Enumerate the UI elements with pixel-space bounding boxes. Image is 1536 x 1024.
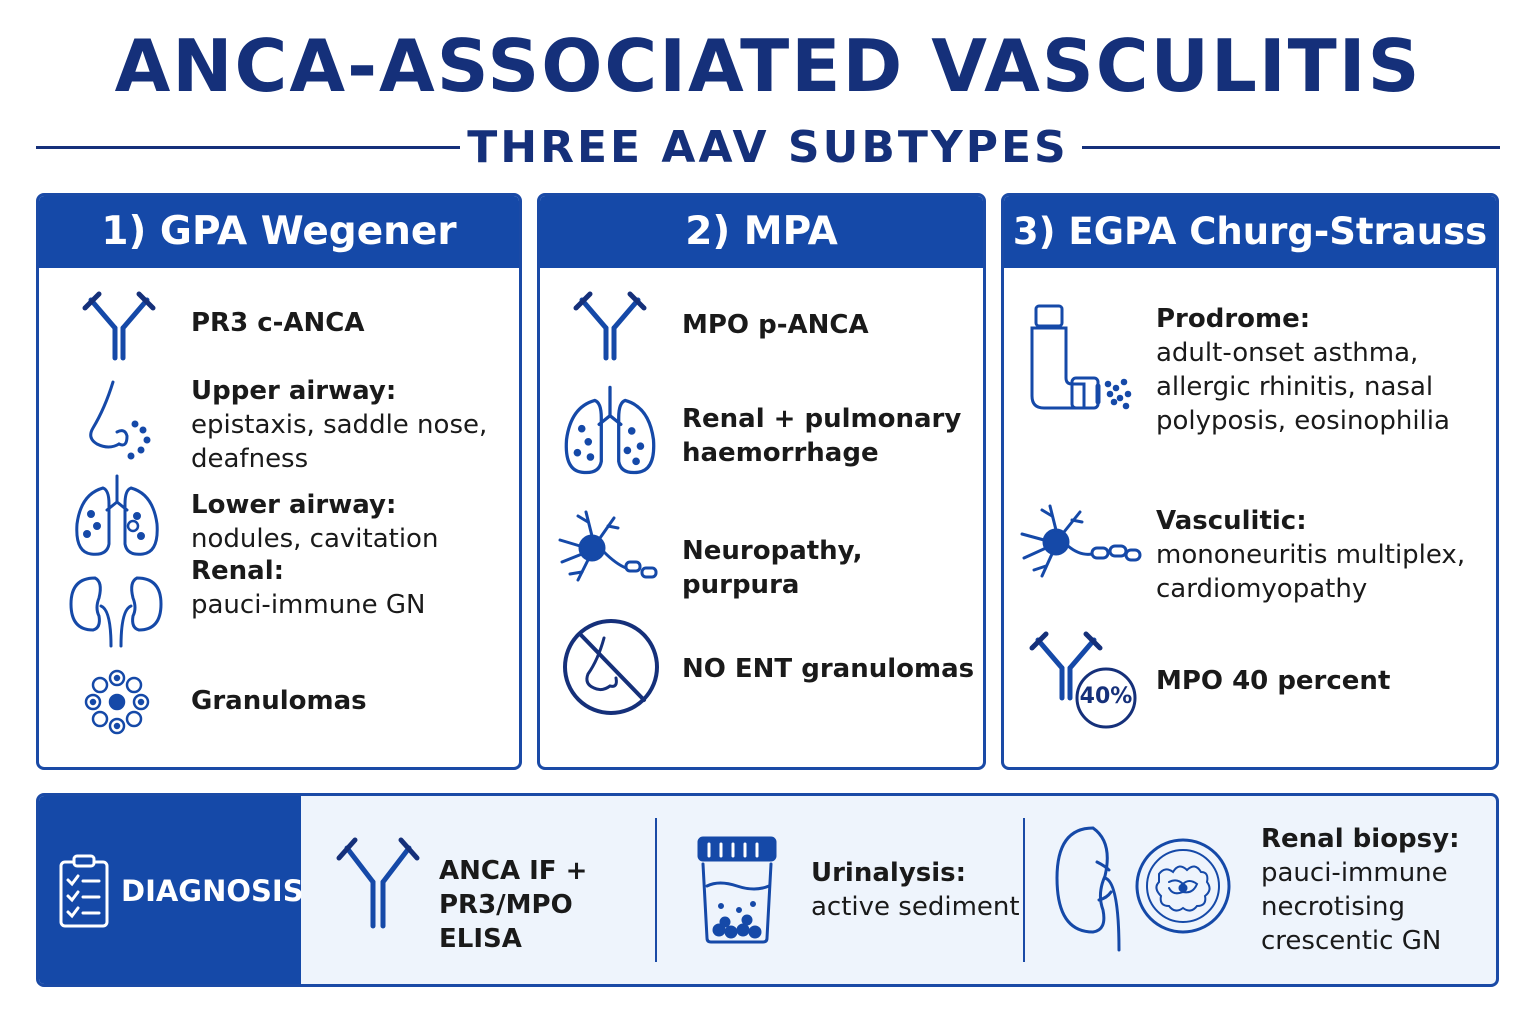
card-egpa [1001,193,1499,770]
item-title: Lower airway: [191,490,397,520]
no-nose-icon [560,616,662,718]
antibody-icon [570,288,650,362]
antibody-icon [79,288,159,362]
lungs-icon [560,382,660,482]
item-title: Renal: [191,556,285,586]
neuron-icon [556,504,666,594]
page-title: ANCA-ASSOCIATED VASCULITIS [114,24,1422,108]
diagnosis-item-title: Renal biopsy: [1261,824,1460,854]
antibody-percent-icon [1026,626,1138,732]
item-title: PR3 c-ANCA [191,308,365,338]
divider [1023,818,1025,962]
urine-cup-icon [695,834,779,946]
item-title: Neuropathy, purpura [682,536,863,600]
item-text: adult-onset asthma, allergic rhinitis, nasal polyposis, eosinophilia [1156,338,1450,436]
diagnosis-item-text: pauci-immune necrotising crescentic GN [1261,858,1448,956]
item-title: MPO 40 percent [1156,666,1391,696]
item-title: NO ENT granulomas [682,654,975,684]
item-title: Prodrome: [1156,304,1311,334]
diagnosis-item-text: active sediment [811,892,1020,922]
antibody-icon [335,832,421,930]
item-text: epistaxis, saddle nose, deafness [191,410,488,474]
item-title: MPO p-ANCA [682,310,869,340]
card-mpa [537,193,986,770]
item-text: mononeuritis multiplex, cardiomyopathy [1156,540,1466,604]
card-header: 1) GPA Wegener [39,196,519,268]
lungs-icon [71,474,163,560]
granuloma-icon [79,664,155,740]
item-title: Vasculitic: [1156,506,1307,536]
page-subtitle: THREE AAV SUBTYPES [467,122,1069,173]
inhaler-icon [1026,302,1136,416]
item-text: nodules, cavitation [191,524,439,554]
neuron-icon [1018,500,1142,590]
item-title: Granulomas [191,686,367,716]
kidney-biopsy-icon [1053,822,1235,952]
diagnosis-panel [36,793,1499,987]
divider [655,818,657,962]
nose-icon [83,378,163,462]
kidneys-icon [67,572,165,648]
diagnosis-label-box [39,796,304,984]
subtitle-row [36,122,1500,172]
percent-badge: 40% [1079,684,1133,709]
diagnosis-label: DIAGNOSIS [121,874,304,908]
item-title: Upper airway: [191,376,397,406]
card-header: 3) EGPA Churg-Strauss [1004,196,1496,268]
item-title: Renal + pulmonary haemorrhage [682,404,962,468]
clipboard-icon [59,854,109,928]
divider-right [1082,146,1500,149]
diagnosis-item-title: Urinalysis: [811,858,967,888]
diagnosis-item-title: ANCA IF + PR3/MPO ELISA [439,856,588,954]
card-gpa [36,193,522,770]
card-header: 2) MPA [540,196,983,268]
item-text: pauci-immune GN [191,590,426,620]
